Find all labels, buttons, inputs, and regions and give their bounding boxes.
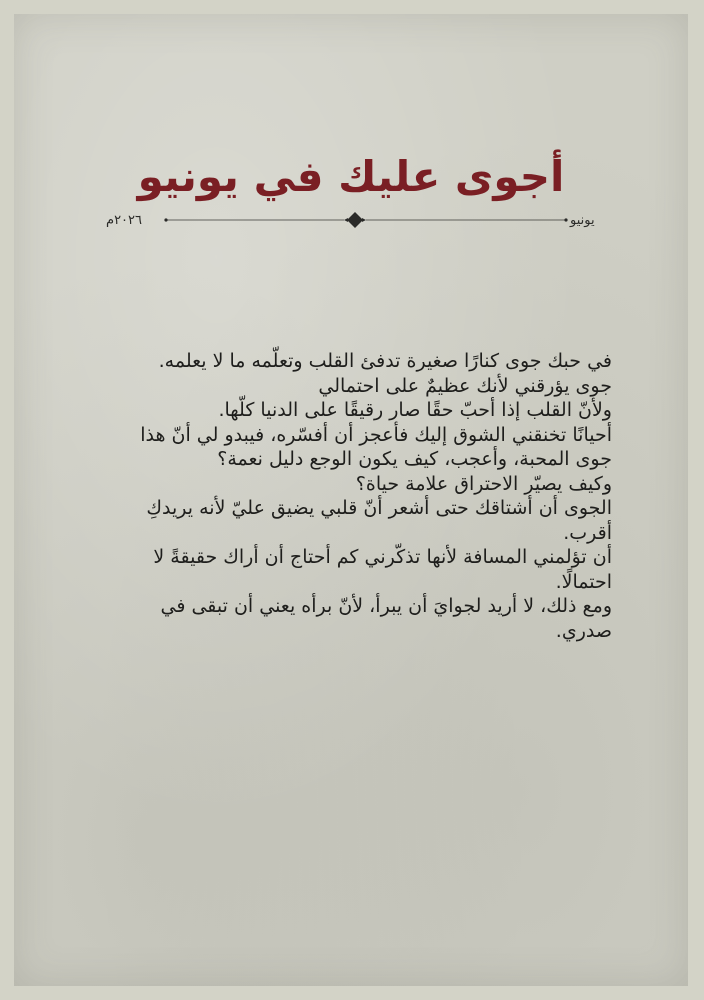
divider-tip-left: [344, 218, 348, 222]
body-line: جوى يؤرقني لأنك عظيمٌ على احتمالي: [318, 374, 612, 397]
divider-dot-left: [164, 218, 167, 221]
body-line: في حبك جوى كنارًا صغيرة تدفئ القلب وتعلّمه ما لا يعلمه.: [158, 350, 612, 372]
date-year: ٢٠٢٦م: [106, 213, 142, 228]
date-month: يونيو: [570, 213, 595, 228]
divider-tip-right: [362, 218, 366, 222]
body-line: أقرب.: [563, 521, 612, 544]
divider-ornament: [104, 210, 604, 230]
body-line: احتمالًا.: [555, 570, 612, 593]
page-title: أجوى عليك في يونيو: [137, 152, 565, 201]
body-line: أن تؤلمني المسافة لأنها تذكّرني كم أحتاج أن أراك حقيقةً لا: [153, 546, 612, 568]
body-line: ولأنّ القلب إذا أحبّ حقًا صار رقيقًا على الدنيا كلّها.: [218, 399, 612, 421]
body-line: وكيف يصيّر الاحتراق علامة حياة؟: [355, 472, 612, 495]
diamond-icon: [347, 212, 363, 228]
body-line: ومع ذلك، لا أريد لجوايَ أن يبرأ، لأنّ برأه يعني أن تبقى في صدري.: [160, 595, 612, 642]
body-line: أحيانًا تخنقني الشوق إليك فأعجز أن أفسّره، فيبدو لي أنّ هذا: [140, 423, 612, 446]
letter-page: [14, 14, 688, 986]
divider-dot-right: [564, 218, 567, 221]
body-line: الجوى أن أشتاقك حتى أشعر أنّ قلبي يضيق عليّ لأنه يريدكِ: [146, 497, 612, 519]
letter-body: [106, 349, 612, 643]
body-line: جوى المحبة، وأعجب، كيف يكون الوجع دليل نعمة؟: [217, 448, 612, 470]
